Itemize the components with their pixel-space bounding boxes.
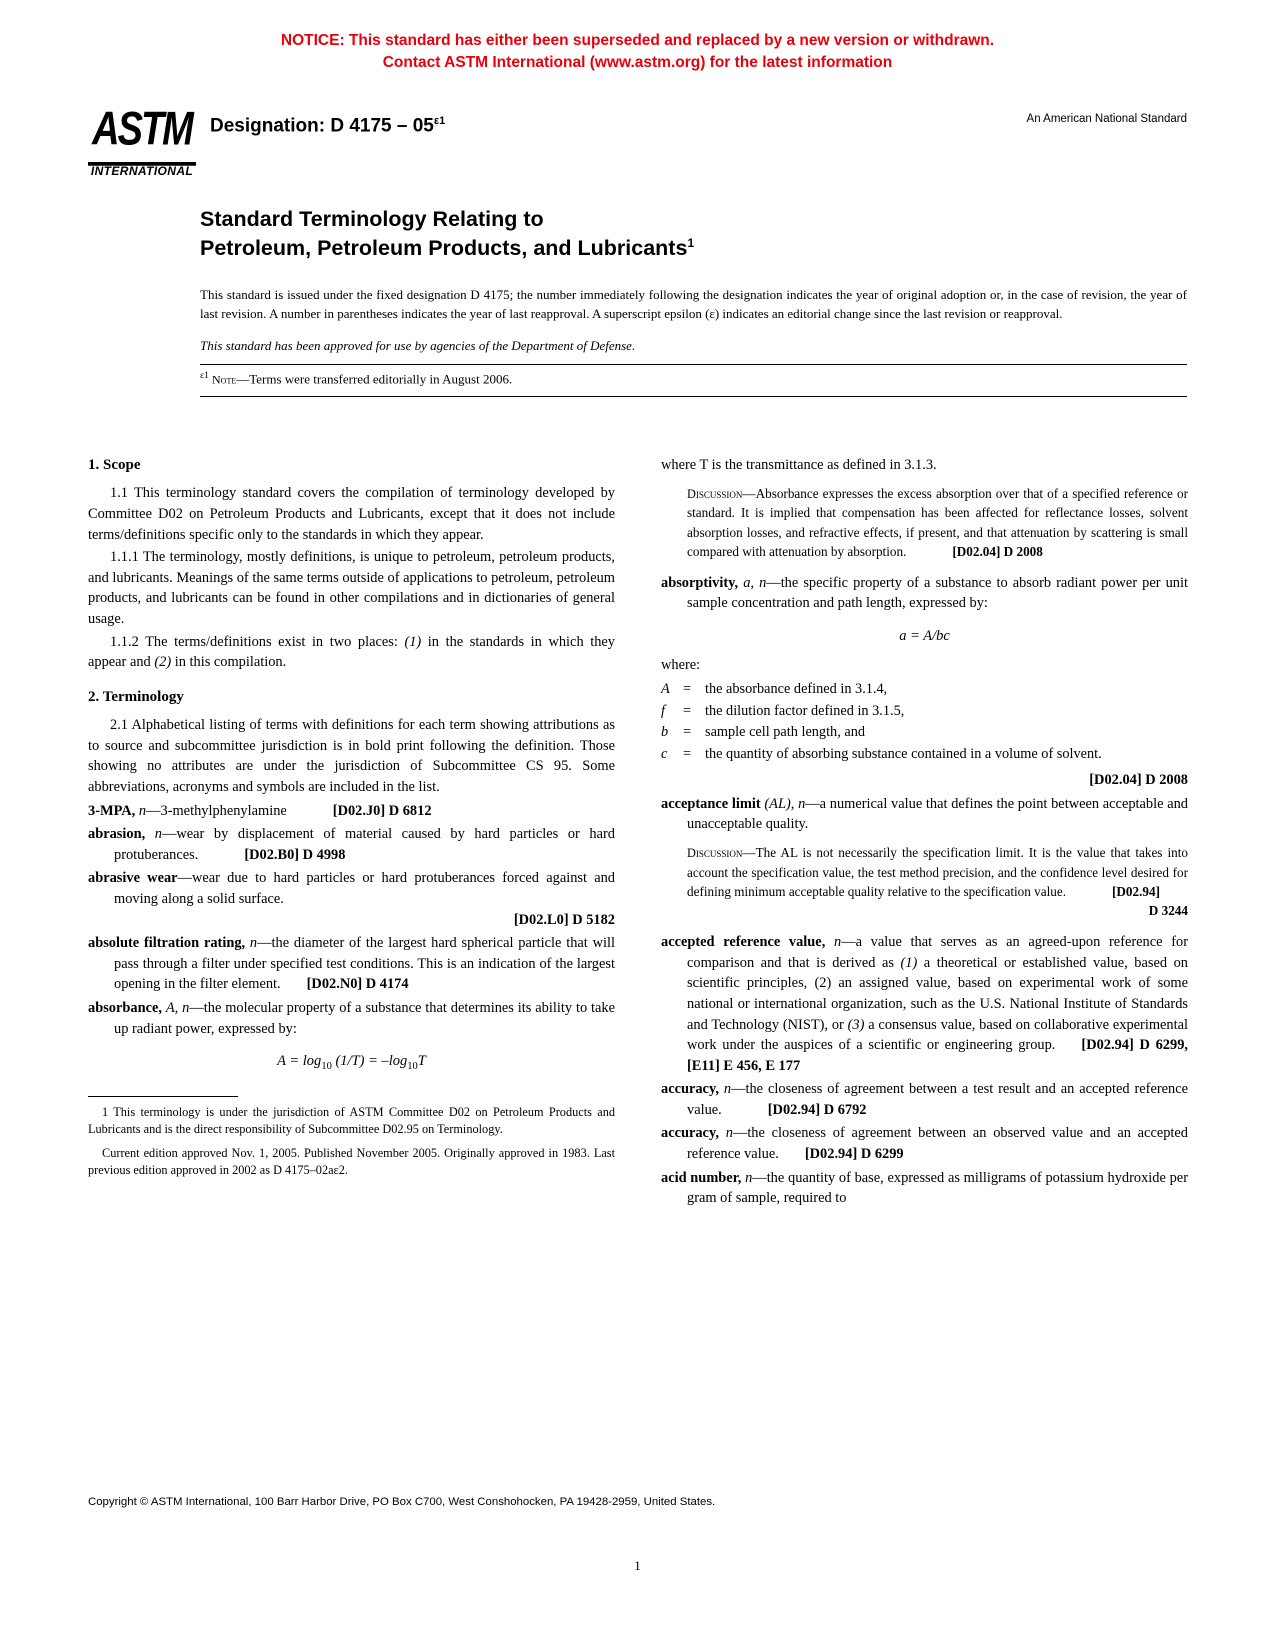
where-transmittance-line: where T is the transmittance as defined in 3.1.3. [661, 457, 937, 473]
term-pos: n [723, 1081, 732, 1098]
epsilon-note-text: —Terms were transferred editorially in August 2006. [236, 371, 513, 387]
term-name: absorptivity, [661, 574, 739, 591]
term-pos: n [798, 795, 806, 812]
discussion-source: [D02.04] D 2008 [952, 543, 1043, 559]
term-name: accuracy, [661, 1125, 719, 1142]
term-definition-a: —a value that serves as an agreed-upon reference for comparison and that is derived as [687, 934, 1188, 971]
term-source: [D02.94] D 6792 [767, 1101, 867, 1118]
page-number: 1 [634, 1558, 641, 1573]
term-def-italic-1: (1) [900, 954, 918, 971]
where-symbol: A [661, 681, 670, 698]
term-pos: n [725, 1125, 733, 1142]
term-entry [88, 824, 615, 865]
term-entry [661, 1079, 1188, 1120]
title-line-2 [200, 234, 1187, 263]
section-heading-scope: 1. Scope [88, 457, 141, 473]
designation-superscript: ε1 [433, 114, 446, 127]
term-pos: n [249, 935, 258, 952]
term-entry [88, 868, 615, 930]
paragraph-1-1-2 [88, 632, 615, 673]
where-equals: = [683, 724, 692, 741]
term-pos: n [138, 802, 147, 819]
discussion-text: —Absorbance expresses the excess absorption over that of a specified reference or standard. It is implied that compensation has been affected for reflectance losses, solvent absorption losses, and refractive effects, if present, and that attenuation by scattering is small compared with attenuation by absorption. [687, 485, 1188, 559]
discussion-label: Discussion [687, 486, 743, 501]
american-national-standard-label: An American National Standard [1026, 112, 1187, 125]
where-row [661, 744, 1188, 764]
term-pos: n [154, 826, 162, 843]
term-source: [D02.94] D 6299 [804, 1146, 904, 1163]
term-definition: —3-methylphenylamine [146, 802, 287, 819]
term-entry [661, 1123, 1188, 1164]
epsilon-note [200, 371, 1187, 392]
astm-logo [88, 97, 196, 181]
where-row [661, 701, 1188, 721]
title-line-1: Standard Terminology Relating to [200, 206, 544, 231]
term-source: [D02.B0] D 4998 [244, 846, 346, 863]
term-name: acid number, [661, 1169, 742, 1186]
left-column [88, 455, 615, 1209]
designation [210, 115, 445, 137]
paragraph-2-1: 2.1 Alphabetical listing of terms with definitions for each term showing attributions as to source and subcommittee jurisdiction is in bold print following the definition. Those showing no attributes are under the jurisdiction of Subcommittee CS 95. Some abbreviations, acronyms and symbols are included in the list. [88, 717, 615, 795]
where-text: the quantity of absorbing substance contained in a volume of solvent. [705, 745, 1102, 762]
where-text: the dilution factor defined in 3.1.5, [705, 702, 905, 719]
term-name: acceptance limit [661, 795, 761, 812]
term-entry [661, 1168, 1188, 1209]
term-name: abrasion, [88, 826, 146, 843]
discussion-source-1: [D02.94] [1112, 883, 1160, 899]
absorptivity-source: [D02.04] D 2008 [1089, 772, 1188, 789]
term-definition-b: a theoretical or established value, based on scientific principles, (2) an assigned value, based on experimental work of some national or international organization, such as the U.S. National Institute of Standards and Technology (NIST), or [687, 954, 1188, 1033]
footnote-1: 1 This terminology is under the jurisdiction of ASTM Committee D02 on Petroleum Products and Lubricants and is the direct responsibility of Subcommittee D02.95 on Terminology. [88, 1105, 615, 1137]
notice-line-1: NOTICE: This standard has either been superseded and replaced by a new version or withdrawn. [280, 32, 995, 49]
term-source: [D02.N0] D 4174 [306, 976, 409, 993]
term-entry [88, 998, 615, 1039]
term-definition: —wear by displacement of material caused by hard particles or hard protuberances. [114, 826, 615, 863]
term-pos: n [834, 934, 842, 951]
paragraph-1-1-1: 1.1.1 The terminology, mostly definitions, is unique to petroleum, petroleum products, and lubricants. Meanings of the same terms outside of applications to petroleum, petroleum products, and lubricants can be found in other compilations and in dictionaries of general usage. [88, 549, 615, 627]
where-row [661, 722, 1188, 742]
dod-approval-note: This standard has been approved for use by agencies of the Department of Defense. [200, 337, 636, 353]
term-definition: —wear due to hard particles or hard protuberances forced against and moving along a solid surface. [114, 870, 615, 907]
supersede-notice [0, 0, 1275, 75]
where-symbol: f [661, 702, 665, 719]
where-equals: = [683, 745, 692, 762]
where-row [661, 679, 1188, 699]
discussion-absorbance [661, 484, 1188, 561]
where-equals: = [683, 681, 692, 698]
term-entry [88, 933, 615, 995]
absorptivity-formula: a = A/bc [899, 628, 950, 645]
where-text: sample cell path length, and [705, 724, 865, 741]
term-name: absolute filtration rating, [88, 935, 246, 952]
term-definition-c: a consensus value, based on collaborative experimental work under the auspices of a scientific or engineering group. [687, 1016, 1188, 1054]
where-label: where: [661, 656, 701, 673]
astm-logo-mark: ASTM [88, 97, 196, 166]
term-definition: —the specific property of a substance to absorb radiant power per unit sample concentration and path length, expressed by: [687, 574, 1188, 612]
term-entry [661, 573, 1188, 614]
title-block [200, 205, 1187, 397]
term-definition: —the closeness of agreement between an observed value and an accepted reference value. [687, 1125, 1188, 1163]
epsilon-note-label: Note [212, 372, 237, 387]
where-equals: = [683, 702, 692, 719]
paragraph-1-1: 1.1 This terminology standard covers the compilation of terminology developed by Committee D02 on Petroleum Products and Lubricants, except that it does not include terms/definitions specific only to the standards in which they appear. [88, 485, 615, 543]
where-definitions-list [661, 679, 1188, 764]
term-definition: —the closeness of agreement between a test result and an accepted reference value. [687, 1081, 1188, 1118]
p112-i2: (2) [154, 654, 172, 671]
where-symbol: b [661, 724, 669, 741]
right-column [661, 455, 1188, 1209]
front-matter-paragraph: This standard is issued under the fixed designation D 4175; the number immediately following the designation indicates the year of original adoption or, in the case of revision, the year of last revision. A number in parentheses indicates the year of last reapproval. A superscript epsilon (ε) indicates an editorial change since the last revision or reapproval. [200, 286, 1187, 322]
section-heading-terminology: 2. Terminology [88, 688, 184, 705]
absorbance-formula: $A = \log_{10} (1/T) = -\log_{10}T$ [277, 1053, 426, 1073]
term-source: [D02.J0] D 6812 [332, 802, 432, 819]
p112-i1: (1) [404, 633, 422, 650]
term-source: [D02.94] D 6299, [E11] E 456, E 177 [687, 1037, 1188, 1074]
footnote-divider [88, 1096, 238, 1097]
discussion-text: —The AL is not necessarily the specification limit. It is the value that takes into account the specification value, the test method precision, and the confidence level desired for defining minimum acceptable quality relative to the specification value. [687, 844, 1188, 899]
term-entry [88, 801, 615, 822]
divider-rule-top [200, 364, 1187, 365]
p112-c: in this compilation. [171, 654, 287, 671]
term-source: [D02.L0] D 5182 [513, 911, 615, 928]
where-symbol: c [661, 745, 668, 762]
term-name: accuracy, [661, 1081, 719, 1098]
notice-line-2: Contact ASTM International (www.astm.org) for the latest information [382, 54, 893, 72]
footnote-2: Current edition approved Nov. 1, 2005. Published November 2005. Originally approved in 1983. Last previous edition approved in 2002 as D 4175–02aε2. [88, 1145, 615, 1178]
term-name: accepted reference value, [661, 934, 826, 951]
term-name: absorbance, [88, 999, 162, 1016]
designation-text: Designation: D 4175 – 05 [210, 115, 434, 137]
discussion-acceptance-limit [661, 843, 1188, 920]
term-name: abrasive wear [88, 870, 178, 887]
body-columns [88, 455, 1188, 1209]
astm-logo-subtitle: INTERNATIONAL [90, 163, 194, 178]
term-pos: a, n [743, 574, 767, 591]
title-footnote-marker: 1 [687, 235, 695, 250]
title-line-2-text: Petroleum, Petroleum Products, and Lubricants [200, 235, 688, 260]
epsilon-note-marker: ε1 [200, 370, 209, 381]
term-entry [661, 932, 1188, 1076]
term-definition: —the molecular property of a substance that determines its ability to take up radiant power, expressed by: [114, 999, 615, 1037]
where-text: the absorbance defined in 3.1.4, [705, 681, 888, 698]
term-definition: —the diameter of the largest hard spherical particle that will pass through a filter under specified test conditions. This is an indication of the largest opening in the filter element. [114, 935, 615, 993]
term-name: 3-MPA, [88, 802, 136, 819]
term-abbreviation: (AL), [764, 795, 795, 812]
term-definition: —the quantity of base, expressed as milligrams of potassium hydroxide per gram of sample, required to [687, 1169, 1188, 1207]
discussion-label: Discussion [687, 845, 743, 860]
copyright-line: Copyright © ASTM International, 100 Barr Harbor Drive, PO Box C700, West Conshohocken, PA 19428-2959, United States. [88, 1496, 716, 1508]
p112-a: 1.1.2 The terms/definitions exist in two places: [110, 633, 405, 650]
term-def-italic-2: (3) [847, 1016, 865, 1033]
p112-b: in the standards in which they appear and [88, 633, 615, 671]
page-title [200, 205, 1187, 263]
term-pos: A, n [165, 999, 190, 1016]
term-pos: n [745, 1169, 753, 1186]
footnotes [88, 1104, 615, 1180]
term-entry [661, 794, 1188, 835]
term-definition: —a numerical value that defines the point between acceptable and unacceptable quality. [687, 795, 1188, 833]
divider-rule-bottom [200, 396, 1187, 397]
document-header [88, 97, 1187, 183]
discussion-source-2: D 3244 [1148, 903, 1188, 918]
